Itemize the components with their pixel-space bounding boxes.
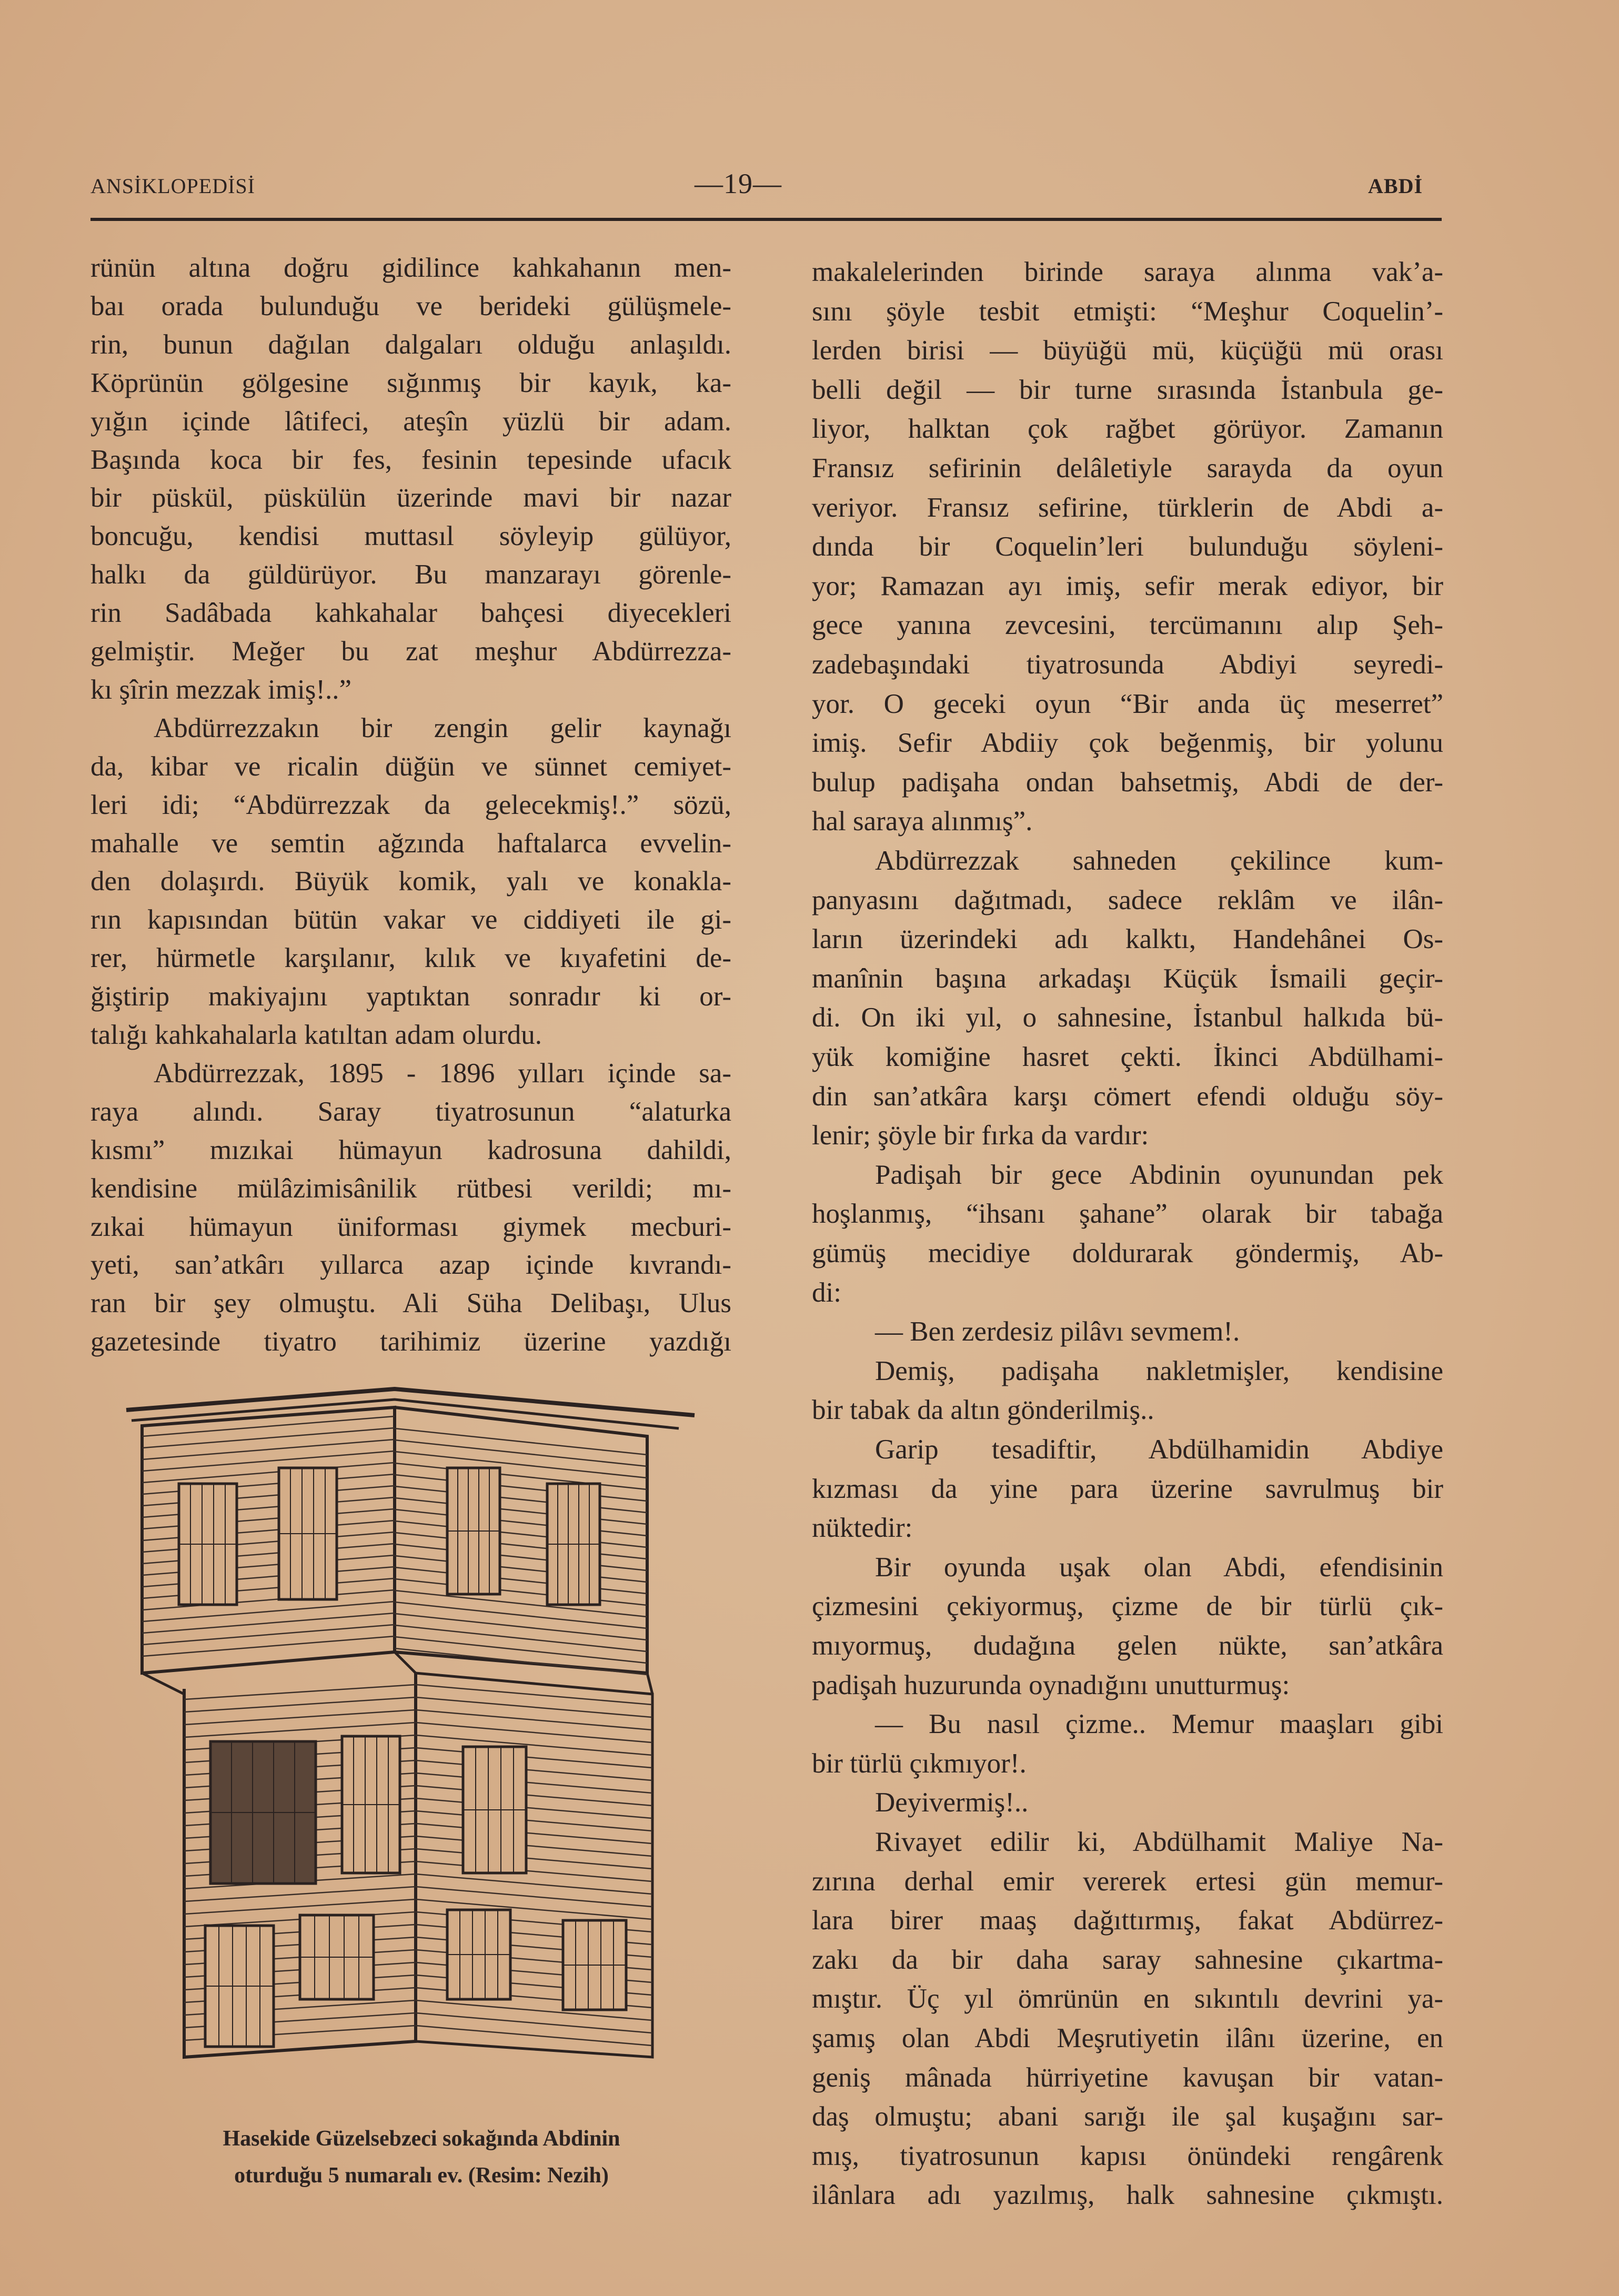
caption-line: Hasekide Güzelsebzeci sokağında Abdinin xyxy=(223,2127,620,2151)
text-line: şamış olan Abdi Meşrutiyetin ilânı üzerine, en xyxy=(812,2023,1443,2053)
text-line: yor; Ramazan ayı imiş, sefir merak ediyor, bir xyxy=(812,570,1443,601)
text-line: yor. O geceki oyun “Bir anda üç meserret” xyxy=(812,688,1443,719)
text-line: rın kapısından bütün vakar ve ciddiyeti ile gi- xyxy=(90,904,731,935)
text-line: di. On iki yıl, o sahnesine, İstanbul halkıda bü- xyxy=(812,1002,1443,1033)
text-line: rin, bunun dağılan dalgaları olduğu anlaşıldı. xyxy=(90,329,731,360)
text-line: daş olmuştu; abani sarığı ile şal kuşağını sar- xyxy=(812,2101,1443,2132)
text-line: ilânlara adı yazılmış, halk sahnesine çıkmıştı. xyxy=(812,2180,1443,2211)
text-line: Abdürrezzak sahneden çekilince kum- xyxy=(875,845,1443,876)
text-line: Abdürrezzakın bir zengin gelir kaynağı xyxy=(154,712,731,743)
text-line: zadebaşındaki tiyatrosunda Abdiyi seyredi- xyxy=(812,649,1443,680)
text-line: Demiş, padişaha nakletmişler, kendisine xyxy=(875,1355,1443,1386)
text-line: rin Sadâbada kahkahalar bahçesi diyecekleri xyxy=(90,598,731,629)
text-line: zırına derhal emir vererek ertesi gün memur- xyxy=(812,1866,1443,1897)
text-line: Deyivermiş!.. xyxy=(875,1787,1029,1818)
text-line: baı orada bulunduğu ve berideki gülüşmele- xyxy=(90,290,731,321)
running-header-entry: ABDİ xyxy=(1368,174,1423,198)
text-line: çizmesini çekiyormuş, çizme de bir türlü çık- xyxy=(812,1591,1443,1622)
text-line: mıyormuş, dudağına gelen nükte, san’atkâra xyxy=(812,1630,1443,1661)
text-line: da, kibar ve ricalin düğün ve sünnet cemiyet- xyxy=(90,751,731,782)
text-line: — Bu nasıl çizme.. Memur maaşları gibi xyxy=(875,1709,1443,1740)
text-line: din san’atkâra karşı cömert efendi olduğu söy- xyxy=(812,1081,1443,1112)
text-line: di: xyxy=(812,1277,841,1308)
text-line: Padişah bir gece Abdinin oyunundan pek xyxy=(875,1159,1443,1190)
text-line: veriyor. Fransız sefirine, türklerin de Abdi a- xyxy=(812,492,1443,523)
text-line: den dolaşırdı. Büyük komik, yalı ve konakla- xyxy=(90,866,731,897)
text-line: boncuğu, kendisi muttasıl söyleyip gülüyor, xyxy=(90,521,731,552)
text-line: gece yanına zevcesini, tercümanını alıp Şeh- xyxy=(812,610,1443,641)
text-line: halkı da güldürüyor. Bu manzarayı görenle- xyxy=(90,559,731,590)
text-line: ların üzerindeki adı kalktı, Handehânei Os- xyxy=(812,924,1443,955)
text-line: geniş mânada hürriyetine kavuşan bir vatan- xyxy=(812,2062,1443,2093)
text-line: makalelerinden birinde saraya alınma vak’a- xyxy=(812,257,1443,287)
text-line: sını şöyle tesbit etmişti: “Meşhur Coquelin’- xyxy=(812,296,1443,327)
text-line: mış, tiyatrosunun kapısı önündeki rengârenk xyxy=(812,2140,1443,2171)
text-line: Rivayet edilir ki, Abdülhamit Maliye Na- xyxy=(875,1827,1443,1857)
caption-line: oturduğu 5 numaralı ev. (Resim: Nezih) xyxy=(234,2163,609,2188)
text-line: liyor, halktan çok rağbet görüyor. Zamanın xyxy=(812,414,1443,445)
page-number: —19— xyxy=(695,168,782,199)
text-line: ğiştirip makiyajını yaptıktan sonradır ki or- xyxy=(90,981,731,1012)
text-line: manînin başına arkadaşı Küçük İsmaili geçir- xyxy=(812,963,1443,994)
text-line: zakı da bir daha saray sahnesine çıkartma- xyxy=(812,1944,1443,1975)
text-line: hal saraya alınmış”. xyxy=(812,806,1033,837)
text-line: bulup padişaha ondan bahsetmiş, Abdi de der- xyxy=(812,767,1443,798)
text-line: kı şîrin mezzak imiş!..” xyxy=(90,674,351,705)
text-line: belli değil — bir turne sırasında İstanbula ge- xyxy=(812,374,1443,405)
header-rule xyxy=(90,218,1442,221)
text-line: talığı kahkahalarla katıltan adam olurdu. xyxy=(90,1020,542,1050)
text-line: nüktedir: xyxy=(812,1513,913,1544)
house-illustration xyxy=(121,1378,721,2083)
text-line: leri idi; “Abdürrezzak da gelecekmiş!.” sözü, xyxy=(90,789,731,820)
text-line: padişah huzurunda oynadığını unutturmuş: xyxy=(812,1669,1290,1700)
text-line: raya alındı. Saray tiyatrosunun “alaturka xyxy=(90,1096,731,1127)
text-line: Fransız sefirinin delâletiyle sarayda da oyun xyxy=(812,453,1443,484)
text-line: panyasını dağıtmadı, sadece reklâm ve ilân- xyxy=(812,884,1443,915)
text-line: Köprünün gölgesine sığınmış bir kayık, ka- xyxy=(90,367,731,398)
text-line: gelmiştir. Meğer bu zat meşhur Abdürrezza- xyxy=(90,636,731,667)
text-line: zıkai hümayun üniforması giymek mecburi- xyxy=(90,1211,731,1242)
text-line: ran bir şey olmuştu. Ali Süha Delibaşı, Ulus xyxy=(90,1288,731,1319)
text-line: Başında koca bir fes, fesinin tepesinde ufacık xyxy=(90,444,731,475)
text-line: mahalle ve semtin ağzında haftalarca evvelin- xyxy=(90,828,731,859)
text-line: rer, hürmetle karşılanır, kılık ve kıyafetini de- xyxy=(90,943,731,974)
text-line: lara birer maaş dağıttırmış, fakat Abdürrez- xyxy=(812,1905,1443,1936)
figure-caption xyxy=(124,2120,719,2194)
text-line: bir türlü çıkmıyor!. xyxy=(812,1748,1027,1779)
text-line: gümüş mecidiye doldurarak göndermiş, Ab- xyxy=(812,1238,1443,1268)
text-line: hoşlanmış, “ihsanı şahane” olarak bir tabağa xyxy=(812,1199,1443,1230)
text-line: imiş. Sefir Abdiiy çok beğenmiş, bir yolunu xyxy=(812,728,1443,759)
text-line: yük komiğine hasret çekti. İkinci Abdülhami- xyxy=(812,1042,1443,1072)
text-line: mıştır. Üç yıl ömrünün en sıkıntılı devrini ya- xyxy=(812,1983,1443,2015)
text-line: Garip tesadiftir, Abdülhamidin Abdiye xyxy=(875,1434,1443,1465)
text-line: Abdürrezzak, 1895 - 1896 yılları içinde sa- xyxy=(154,1058,731,1089)
text-line: Bir oyunda uşak olan Abdi, efendisinin xyxy=(875,1552,1443,1583)
text-line: kızması da yine para üzerine savrulmuş bir xyxy=(812,1473,1443,1504)
text-line: kısmı” mızıkai hümayun kadrosuna dahildi, xyxy=(90,1134,731,1165)
text-line: yeti, san’atkârı yıllarca azap içinde kıvrandı- xyxy=(90,1250,731,1281)
text-line: gazetesinde tiyatro tarihimiz üzerine yazdığı xyxy=(90,1326,731,1357)
text-line: dında bir Coquelin’leri bulunduğu söyleni- xyxy=(812,531,1443,562)
running-header-title: ANSİKLOPEDİSİ xyxy=(90,174,255,198)
text-line: yığın içinde lâtifeci, ateşîn yüzlü bir adam. xyxy=(90,406,731,437)
text-line: bir püskül, püskülün üzerinde mavi bir nazar xyxy=(90,482,731,513)
text-line: bir tabak da altın gönderilmiş.. xyxy=(812,1395,1154,1426)
text-line: kendisine mülâzimisânilik rütbesi verildi; mı- xyxy=(90,1173,731,1204)
text-line: lenir; şöyle bir fırka da vardır: xyxy=(812,1120,1149,1151)
text-line: lerden birisi — büyüğü mü, küçüğü mü orası xyxy=(812,335,1443,366)
text-line: — Ben zerdesiz pilâvı sevmem!. xyxy=(875,1316,1240,1347)
text-line: rünün altına doğru gidilince kahkahanın men- xyxy=(90,253,731,283)
